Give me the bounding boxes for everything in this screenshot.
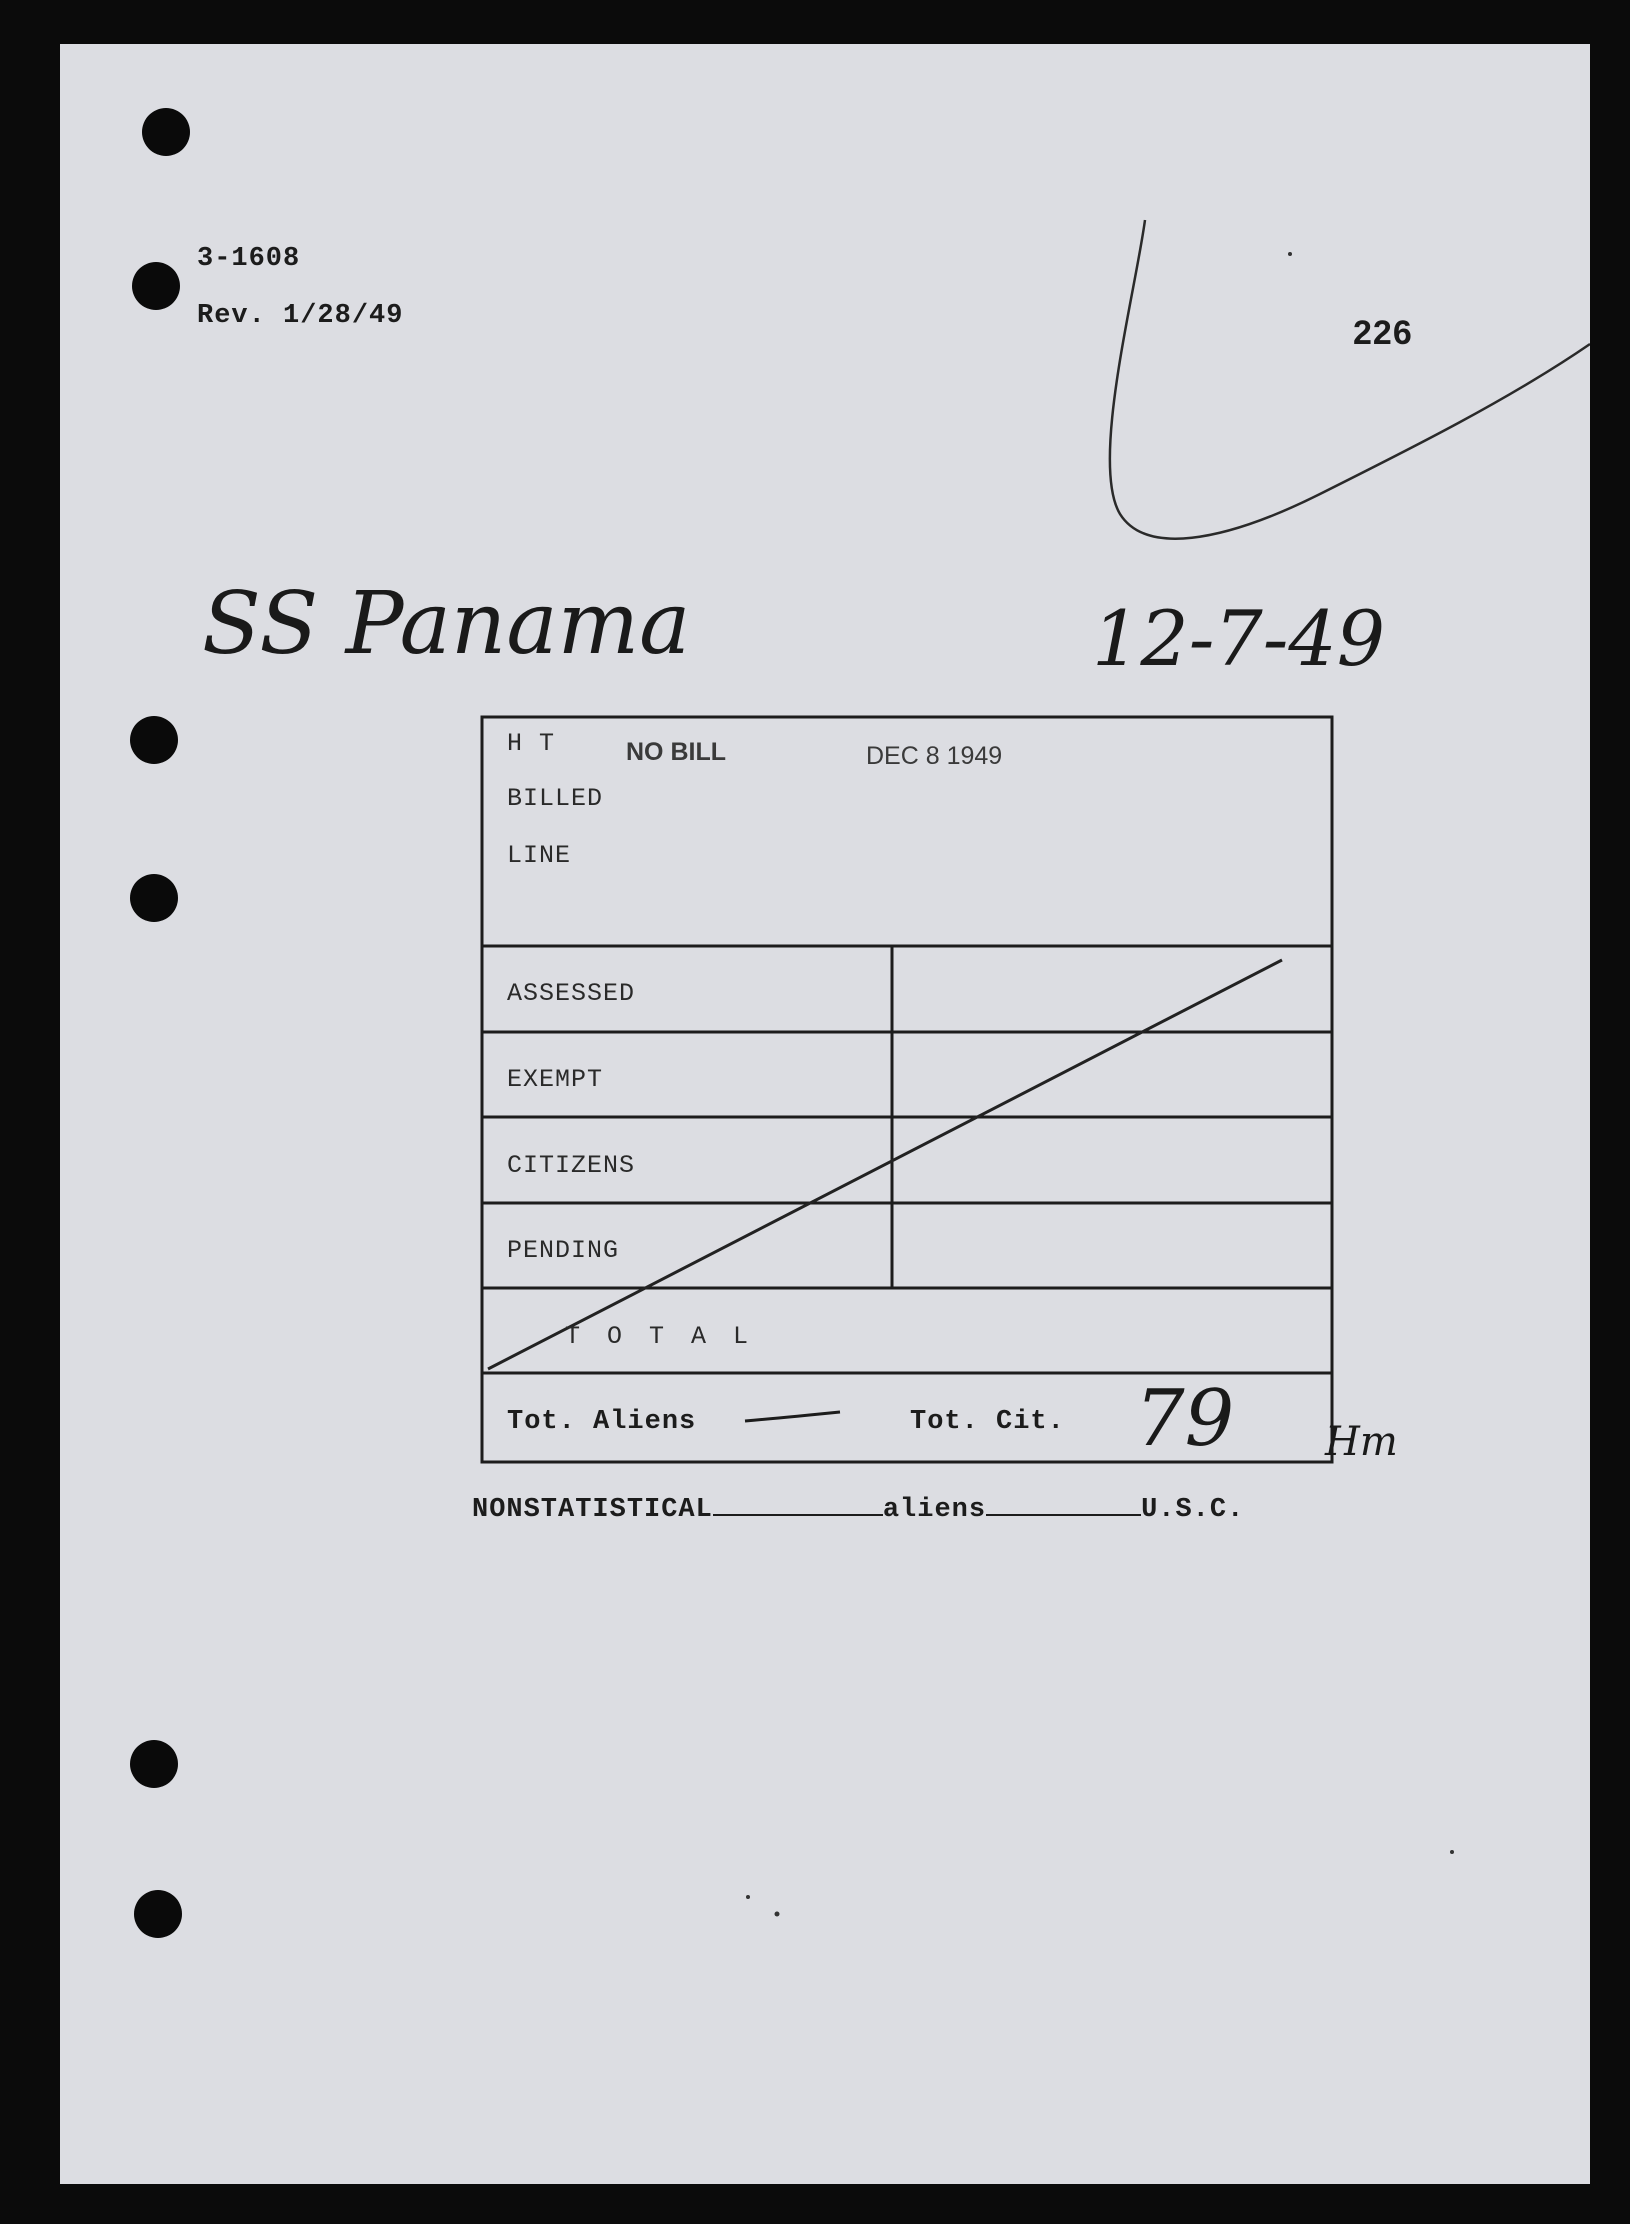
tot-aliens-dash — [745, 1412, 840, 1421]
document-page — [60, 44, 1590, 2184]
billed-label: BILLED — [507, 784, 604, 813]
header-label: H T — [507, 729, 556, 758]
pencil-check-mark — [1110, 220, 1590, 539]
page-number: 226 — [1353, 314, 1413, 352]
total-label: T O T A L — [565, 1322, 755, 1351]
nonstatistical-blank — [713, 1492, 883, 1516]
row-label-assessed: ASSESSED — [507, 979, 636, 1008]
form-number: 3-1608 — [197, 244, 301, 274]
aliens-label: aliens — [882, 1495, 987, 1525]
nonstatistical-line — [472, 1492, 1244, 1525]
form-revision: Rev. 1/28/49 — [197, 301, 404, 331]
tot-cit-label: Tot. Cit. — [910, 1407, 1065, 1437]
vessel-name-handwritten: SS Panama — [202, 574, 691, 674]
usc-label: U.S.C. — [1141, 1495, 1245, 1525]
row-label-citizens: CITIZENS — [507, 1151, 636, 1180]
form-graphics — [60, 44, 1590, 2184]
date-handwritten: 12-7-49 — [1092, 594, 1386, 683]
row-label-exempt: EXEMPT — [507, 1065, 604, 1094]
line-label: LINE — [507, 841, 572, 870]
stamp-no-bill: NO BILL — [626, 738, 726, 766]
total-citizens-handwritten: 79 — [1135, 1374, 1235, 1464]
row-label-pending: PENDING — [507, 1236, 620, 1265]
usc-blank — [986, 1492, 1141, 1516]
nonstatistical-label: NONSTATISTICAL — [472, 1495, 713, 1525]
initials-handwritten: Hm — [1325, 1419, 1398, 1465]
stamp-date: DEC 8 1949 — [866, 742, 1003, 770]
tot-aliens-label: Tot. Aliens — [507, 1407, 697, 1437]
